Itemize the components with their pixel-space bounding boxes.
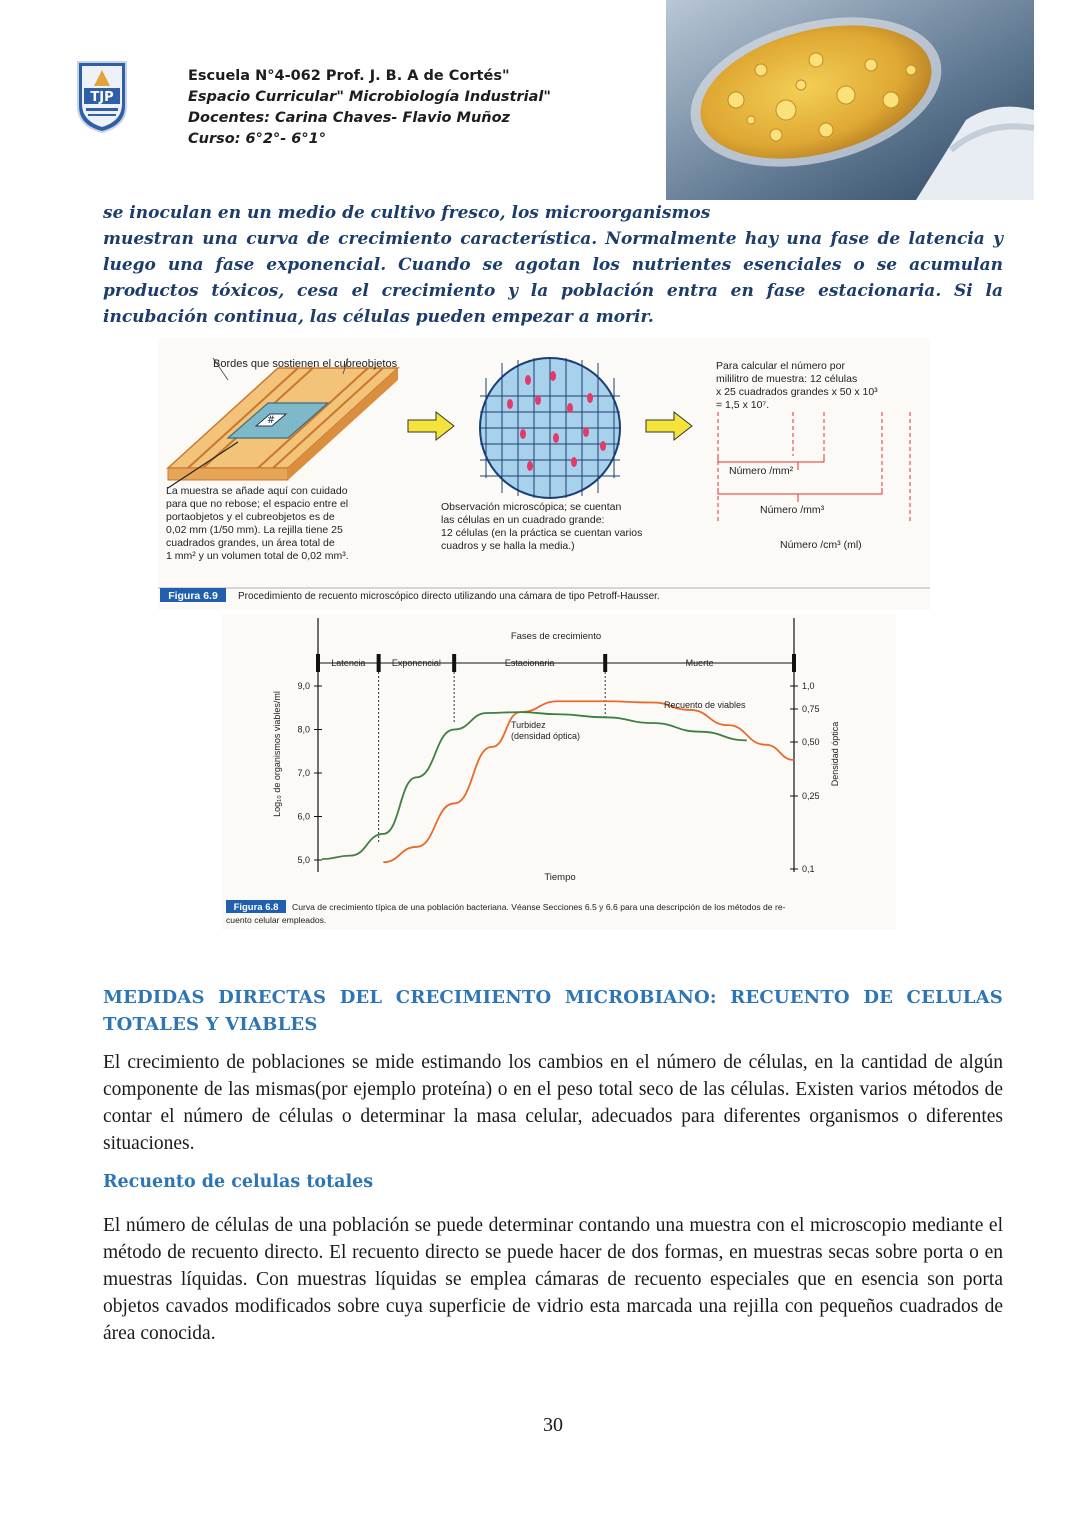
chart-title: Fases de crecimiento — [510, 631, 602, 642]
y-tick-label: 7,0 — [297, 768, 310, 778]
course-name: Curso: 6°2°- 6°1° — [188, 131, 326, 147]
phase-boundary — [792, 654, 796, 672]
microscope-view — [480, 358, 620, 498]
phase-boundary — [316, 654, 320, 672]
legend-turbidez-1: Turbidez — [511, 720, 546, 730]
subject-name: Espacio Curricular" Microbiología Industrial" — [188, 89, 551, 105]
subheading: Recuento de celulas totales — [103, 1172, 374, 1192]
label-borders: Bordes que sostienen el cubreobjetos — [213, 358, 398, 370]
phase-label: Estacionaria — [504, 658, 555, 668]
svg-text:cuadros y se halla la media.): cuadros y se halla la media.) — [441, 540, 575, 552]
teachers-name: Docentes: Carina Chaves- Flavio Muñoz — [188, 110, 510, 126]
intro-paragraph: muestran una curva de crecimiento característica. Normalmente hay una fase de latencia y luego una fase exponencial. Cuando se agotan los nutrientes esenciales o se acumulan productos tóxicos, cesa el crecimiento y la población entra en fase estacionaria. Si la incubación continua, las células pueden empezar a morir. — [103, 229, 1003, 327]
phase-boundary — [603, 654, 607, 672]
svg-text:x 25 cuadrados grandes x 50 x: x 25 cuadrados grandes x 50 x 10³ — [716, 386, 878, 398]
unit-mm2: Número /mm² — [729, 465, 794, 477]
y-axis-label: Log₁₀ de organismos viables/ml — [272, 691, 282, 817]
caption-tag: Figura 6.8 — [233, 902, 279, 913]
y-right-tick-label: 0,75 — [802, 704, 820, 714]
y-right-tick-label: 0,25 — [802, 791, 820, 801]
svg-text:#: # — [266, 415, 276, 426]
x-axis-label: Tiempo — [544, 872, 576, 883]
svg-text:1 mm² y un volumen total de 0,: 1 mm² y un volumen total de 0,02 mm³. — [166, 550, 349, 562]
y-right-tick-label: 0,1 — [802, 864, 815, 874]
series-viables-line — [383, 701, 794, 862]
y-tick-label: 6,0 — [297, 811, 310, 822]
section-heading: MEDIDAS DIRECTAS DEL CRECIMIENTO MICROBIANO: RECUENTO DE CELULAS TOTALES Y VIABLES — [103, 987, 1003, 1035]
y-right-tick-label: 0,50 — [802, 737, 820, 747]
sample-note — [166, 485, 349, 562]
caption-tag: Figura 6.9 — [168, 590, 218, 602]
arrow-icon — [646, 412, 692, 440]
intro-line-1: se inoculan en un medio de cultivo fresco, los microorganismos — [103, 203, 711, 223]
paragraph-2: El número de células de una población se puede determinar contando una muestra con el microscopio mediante el método de recuento directo. El recuento directo se puede hacer de dos formas, en muestras secas sobre porta o en muestras líquidas. Con muestras líquidas se emplea cámaras de recuento especiales que en esencia son porta objetos cavados modificados sobre cuya superficie de vidrio esta marcada una rejilla con pequeños cuadrados de área conocida. — [103, 1215, 1003, 1344]
svg-text:0,02 mm (1/50 mm). La rejilla: 0,02 mm (1/50 mm). La rejilla tiene 25 — [166, 524, 343, 536]
svg-text:portaobjetos y el cubreobjetos: portaobjetos y el cubreobjetos es de — [166, 511, 335, 523]
calculation-note — [716, 360, 878, 411]
figure-6-8-growth-curve — [222, 614, 896, 930]
svg-text:para que no rebose; el espacio: para que no rebose; el espacio entre el — [166, 498, 349, 510]
phase-label: Latencia — [331, 658, 366, 668]
figure-caption-line-2: cuento celular empleados. — [226, 915, 327, 925]
svg-text:cuadrados grandes, un área tot: cuadrados grandes, un área total de — [166, 537, 335, 549]
logo-lettering: TJP — [90, 90, 114, 105]
phase-label: Muerte — [685, 658, 714, 668]
unit-cm3: Número /cm³ (ml) — [780, 539, 862, 551]
y-tick-label: 5,0 — [297, 855, 310, 865]
figure-6-9 — [158, 338, 930, 610]
phase-boundary — [452, 654, 456, 672]
y-right-tick-label: 1,0 — [802, 681, 815, 691]
svg-text:La muestra se añade aquí con c: La muestra se añade aquí con cuidado — [166, 485, 348, 497]
y-tick-label: 8,0 — [297, 724, 310, 735]
paragraph-1: El crecimiento de poblaciones se mide estimando los cambios en el número de células, en la cantidad de algún componente de las mismas(por ejemplo proteína) o en el peso total seco de las células. Existen varios métodos de contar el número de células o determinar la masa celular, adecuados para diferentes organismos o diferentes situaciones. — [103, 1052, 1003, 1154]
figure-caption: Procedimiento de recuento microscópico directo utilizando una cámara de tipo Petroff-Hausser. — [238, 591, 660, 602]
svg-text:= 1,5 x 10⁷.: = 1,5 x 10⁷. — [716, 399, 770, 411]
arrow-icon — [408, 412, 454, 440]
school-name: Escuela N°4-062 Prof. J. B. A de Cortés" — [188, 68, 510, 84]
unit-mm3: Número /mm³ — [760, 504, 825, 516]
legend-turbidez-2: (densidad óptica) — [511, 731, 581, 741]
svg-text:Para calcular el número por: Para calcular el número por — [716, 360, 845, 372]
y-tick-label: 9,0 — [297, 681, 310, 691]
phase-label: Exponencial — [391, 658, 441, 668]
phase-boundary — [377, 654, 381, 672]
legend-viables: Recuento de viables — [664, 700, 746, 710]
school-logo — [76, 58, 128, 134]
y-axis-right-label: Densidad óptica — [830, 721, 840, 787]
svg-text:12 células (en la práctica se: 12 células (en la práctica se cuentan varios — [441, 527, 643, 539]
svg-text:las células en un cuadrado gra: las células en un cuadrado grande: — [441, 514, 605, 526]
figure-caption-line-1: Curva de crecimiento típica de una población bacteriana. Véanse Secciones 6.5 y 6.6 para una descripción de los métodos de re- — [292, 902, 786, 912]
petri-dish-photo — [666, 0, 1034, 200]
svg-text:mililitro de muestra: 12 célul: mililitro de muestra: 12 células — [716, 373, 858, 385]
svg-text:Observación microscópica; se c: Observación microscópica; se cuentan — [441, 501, 622, 513]
page-number: 30 — [543, 1414, 563, 1436]
counting-chamber-illustration — [168, 358, 398, 488]
observation-note — [441, 501, 642, 552]
